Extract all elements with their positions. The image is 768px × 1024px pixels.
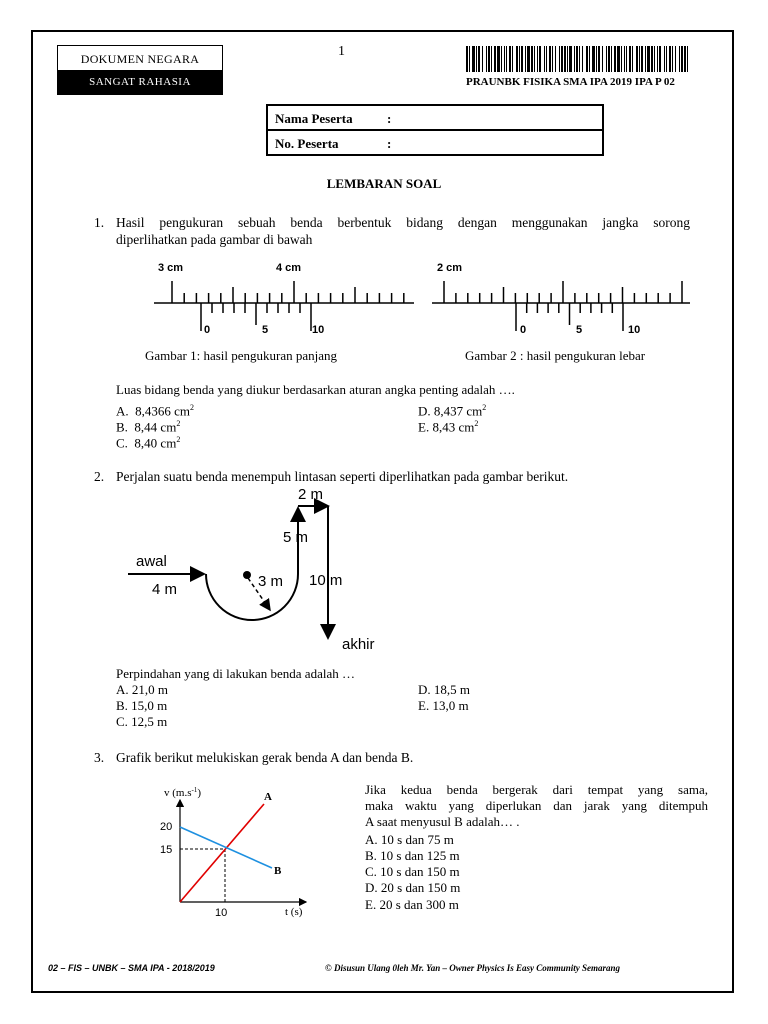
barcode-bar xyxy=(494,46,496,72)
barcode-bar xyxy=(586,46,588,72)
path-center-point xyxy=(243,571,251,579)
q1-question: Luas bidang benda yang diukur berdasarkan aturan angka penting adalah …. xyxy=(116,382,515,397)
barcode-bar xyxy=(537,46,538,72)
barcode-bar xyxy=(546,46,547,72)
barcode-bar xyxy=(559,46,560,72)
barcode-bar xyxy=(555,46,556,72)
exam-code: PRAUNBK FISIKA SMA IPA 2019 IPA P 02 xyxy=(466,76,675,88)
number-row xyxy=(268,131,602,156)
barcode-bar xyxy=(488,46,490,72)
graph-tick-10: 10 xyxy=(215,907,228,919)
barcode-bar xyxy=(486,46,487,72)
barcode-bar xyxy=(504,46,505,72)
fig2-vernier-10: 10 xyxy=(628,324,641,336)
barcode-bar xyxy=(567,46,568,72)
q2-option-a[interactable]: A. 21,0 m xyxy=(116,682,168,697)
barcode-bar xyxy=(636,46,638,72)
footer-right: © Disusun Ulang 0leh Mr. Yan – Owner Physics Is Easy Community Semarang xyxy=(325,963,621,973)
barcode-bar xyxy=(651,46,653,72)
q2-question: Perpindahan yang di lakukan benda adalah … xyxy=(116,666,355,681)
fig1-label-4cm: 4 cm xyxy=(276,262,302,274)
q1-option-b[interactable]: B. 8,44 $cm^2$ xyxy=(116,419,181,435)
q1-caption-1: Gambar 1: hasil pengukuran panjang xyxy=(145,348,338,363)
q1-option-a[interactable]: A. 8,4366 $cm^2$ xyxy=(116,403,195,419)
barcode-bar xyxy=(561,46,563,72)
barcode-bar xyxy=(576,46,578,72)
stamp-top-text: DOKUMEN NEGARA xyxy=(58,46,222,70)
q3-desc-line3: A saat menyusul B adalah… . xyxy=(365,814,520,829)
barcode-bar xyxy=(681,46,683,72)
fig1-vernier-0: 0 xyxy=(204,324,211,336)
fig2-vernier-5: 5 xyxy=(576,324,583,336)
q1-option-d[interactable]: D. 8,437 $cm^2$ xyxy=(418,403,487,419)
name-colon: : xyxy=(387,111,392,126)
graph-tick-15: 15 xyxy=(160,844,173,856)
barcode-bar xyxy=(687,46,688,72)
fig1-vernier-5: 5 xyxy=(262,324,269,336)
barcode-bar xyxy=(659,46,661,72)
barcode-bar xyxy=(647,46,650,72)
velocity-graph xyxy=(156,780,316,920)
barcode-bar xyxy=(632,46,633,72)
barcode-bar xyxy=(509,46,511,72)
barcode-bar xyxy=(521,46,523,72)
participant-id-box xyxy=(266,104,604,156)
q1-option-c[interactable]: C. 8,40 $cm^2$ xyxy=(116,435,181,451)
barcode-bar xyxy=(478,46,480,72)
q3-text: Grafik berikut melukiskan gerak benda A dan benda B. xyxy=(116,750,414,765)
q2-option-c[interactable]: C. 12,5 m xyxy=(116,714,168,729)
q2-option-e[interactable]: E. 13,0 m xyxy=(418,698,469,713)
barcode-bar xyxy=(606,46,607,72)
q3-option-e[interactable]: E. 20 s dan 300 m xyxy=(365,897,459,912)
barcode-bar xyxy=(598,46,600,72)
barcode-bar xyxy=(579,46,580,72)
classification-stamp xyxy=(57,45,223,95)
fig1-vernier-10: 10 xyxy=(312,324,325,336)
barcode-bar xyxy=(669,46,671,72)
barcode-bar xyxy=(664,46,665,72)
path-label-akhir: akhir xyxy=(342,636,375,653)
q3-number: 3. xyxy=(94,750,105,765)
q3-option-c[interactable]: C. 10 s dan 150 m xyxy=(365,864,460,879)
barcode-bar xyxy=(476,46,477,72)
barcode-bar xyxy=(684,46,686,72)
barcode-bar xyxy=(621,46,622,72)
barcode-bar xyxy=(639,46,640,72)
barcode-bar xyxy=(491,46,492,72)
footer-left: 02 – FIS – UNBK – SMA IPA - 2018/2019 xyxy=(48,963,215,973)
q1-text-line1: Hasil pengukuran sebuah benda berbentuk bidang dengan menggunakan jangka sorong xyxy=(116,215,690,230)
barcode-bar xyxy=(525,46,526,72)
barcode-bar xyxy=(602,46,603,72)
barcode-bar xyxy=(564,46,566,72)
name-label: Nama Peserta xyxy=(275,111,353,126)
barcode-bar xyxy=(617,46,620,72)
q1-number: 1. xyxy=(94,215,105,230)
barcode-bar xyxy=(608,46,610,72)
barcode-bar xyxy=(574,46,575,72)
stamp-bottom-text: SANGAT RAHASIA xyxy=(58,70,222,94)
caliper-figure-2 xyxy=(428,256,698,340)
path-label-2m: 2 m xyxy=(298,486,324,503)
page-title: LEMBARAN SOAL xyxy=(326,176,442,191)
page-number: 1 xyxy=(338,44,345,59)
fig2-label-2cm: 2 cm xyxy=(437,262,463,274)
graph-line-b xyxy=(180,827,272,868)
q1-option-e[interactable]: E. 8,43 $cm^2$ xyxy=(418,419,479,435)
barcode-bar xyxy=(466,46,468,72)
barcode-bar xyxy=(611,46,612,72)
barcode-bar xyxy=(544,46,545,72)
q2-text: Perjalan suatu benda menempuh lintasan seperti diperlihatkan pada gambar berikut. xyxy=(116,469,569,484)
graph-line-a xyxy=(180,804,264,902)
barcode-bar xyxy=(679,46,680,72)
q3-desc-line1: Jika kedua benda bergerak dari tempat yang sama, xyxy=(365,782,708,797)
q3-option-b[interactable]: B. 10 s dan 125 m xyxy=(365,848,460,863)
name-row xyxy=(268,106,602,131)
barcode-bar xyxy=(645,46,646,72)
q3-option-d[interactable]: D. 20 s dan 150 m xyxy=(365,880,461,895)
number-colon: : xyxy=(387,136,392,151)
barcode-bar xyxy=(534,46,535,72)
barcode-bar xyxy=(626,46,627,72)
graph-label-b: B xyxy=(274,865,282,877)
graph-tick-20: 20 xyxy=(160,821,173,833)
barcode-bar xyxy=(624,46,625,72)
q2-option-b[interactable]: B. 15,0 m xyxy=(116,698,168,713)
barcode-bar xyxy=(539,46,541,72)
barcode-bar xyxy=(469,46,470,72)
barcode-bar xyxy=(497,46,500,72)
path-label-5m: 5 m xyxy=(283,529,309,546)
barcode-bar xyxy=(516,46,518,72)
path-label-3m: 3 m xyxy=(258,573,284,590)
barcode-bar xyxy=(512,46,513,72)
barcode-bar xyxy=(472,46,475,72)
barcode-bar xyxy=(552,46,553,72)
q3-option-a[interactable]: A. 10 s dan 75 m xyxy=(365,832,454,847)
barcode-bar xyxy=(501,46,502,72)
barcode-bar xyxy=(614,46,616,72)
barcode-bar xyxy=(482,46,483,72)
barcode-bar xyxy=(582,46,583,72)
barcode-bar xyxy=(675,46,676,72)
barcode-bar xyxy=(527,46,530,72)
path-label-10m: 10 m xyxy=(309,572,343,589)
barcode-bar xyxy=(641,46,643,72)
path-figure xyxy=(120,484,400,660)
barcode-icon xyxy=(466,46,688,72)
barcode-bar xyxy=(629,46,631,72)
q2-number: 2. xyxy=(94,469,105,484)
barcode-bar xyxy=(657,46,658,72)
path-label-4m: 4 m xyxy=(152,581,178,598)
graph-x-label: t (s) xyxy=(285,906,303,918)
number-label: No. Peserta xyxy=(275,136,339,151)
barcode-bar xyxy=(654,46,655,72)
barcode-bar xyxy=(519,46,520,72)
graph-label-a: A xyxy=(264,791,272,803)
barcode-bar xyxy=(569,46,572,72)
barcode-bar xyxy=(531,46,533,72)
barcode-bar xyxy=(506,46,507,72)
fig1-label-3cm: 3 cm xyxy=(158,262,184,274)
path-label-awal: awal xyxy=(136,553,167,570)
barcode-bar xyxy=(672,46,673,72)
q2-option-d[interactable]: D. 18,5 m xyxy=(418,682,470,697)
barcode-bar xyxy=(596,46,597,72)
barcode-bar xyxy=(666,46,667,72)
barcode-bar xyxy=(592,46,595,72)
caliper-figure-1 xyxy=(150,256,420,340)
graph-y-label: v $(m.s^{-1})$ xyxy=(164,786,202,799)
q1-text-line2: diperlihatkan pada gambar di bawah xyxy=(116,232,313,247)
q1-caption-2: Gambar 2 : hasil pengukuran lebar xyxy=(465,348,646,363)
barcode-bar xyxy=(549,46,551,72)
path-semicircle xyxy=(206,574,298,620)
q3-desc-line2: maka waktu yang diperlukan dan jarak yang ditempuh xyxy=(365,798,708,813)
fig2-vernier-0: 0 xyxy=(520,324,527,336)
barcode-bar xyxy=(589,46,590,72)
